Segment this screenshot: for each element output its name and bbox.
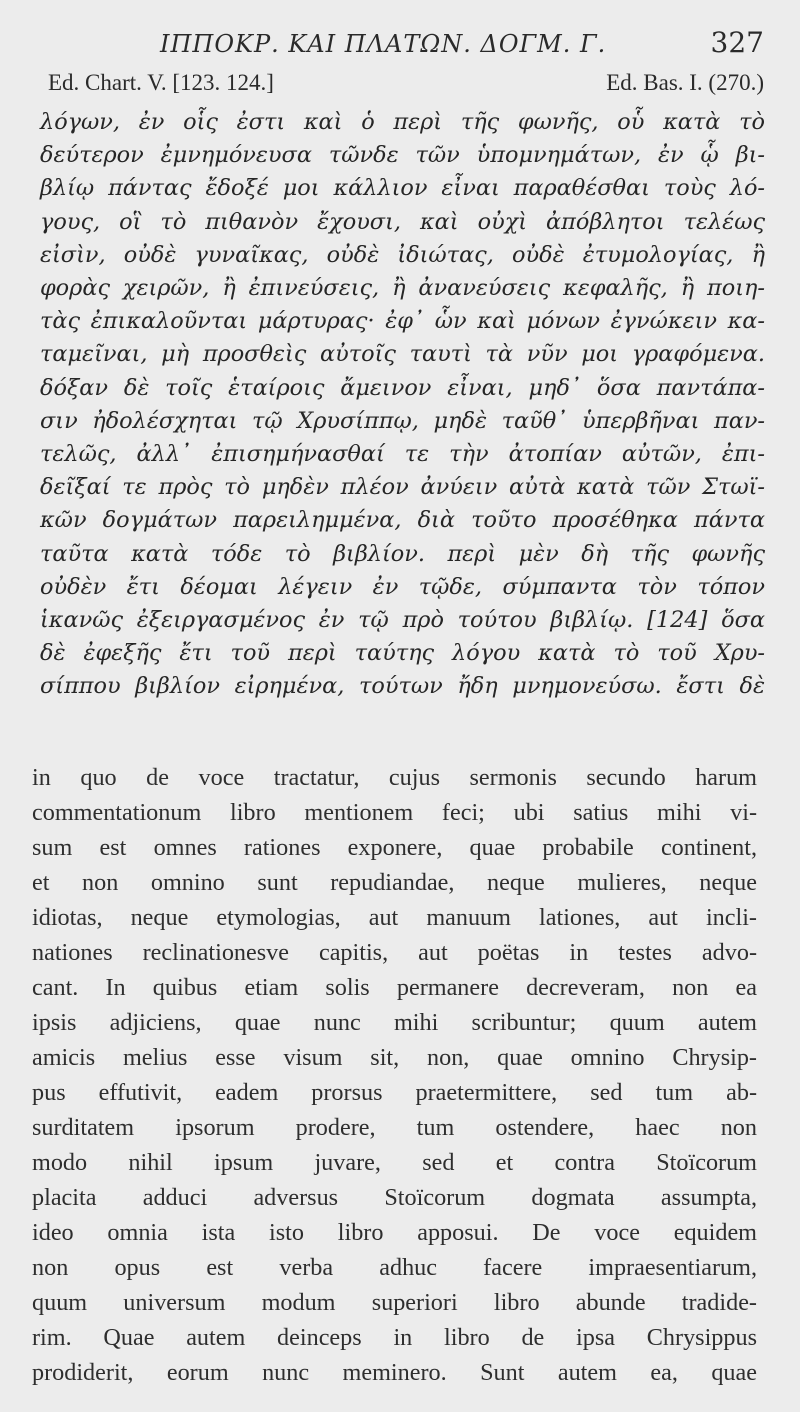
latin-line: ipsis adjiciens, quae nunc mihi scribuntur; quum autem <box>32 1009 757 1036</box>
latin-line: sum est omnes rationes exponere, quae probabile continent, <box>32 834 757 861</box>
edition-reference-line <box>48 70 764 104</box>
edition-basel-reference: Ed. Bas. I. (270.) <box>606 70 764 95</box>
greek-line: ἱκανῶς ἐξειργασμένος ἐν τῷ πρὸ τούτου βιβλίῳ. [124] ὅσα <box>40 607 765 634</box>
greek-line: βλίῳ πάντας ἔδοξέ μοι κάλλιον εἶναι παραθέσθαι τοὺς λό- <box>40 175 765 202</box>
greek-line: δὲ ἐφεξῆς ἔτι τοῦ περὶ ταύτης λόγου κατὰ τὸ τοῦ Χρυ- <box>40 640 765 667</box>
greek-line: τελῶς, ἀλλ᾽ ἐπισημήνασθαί τε τὴν ἀτοπίαν αὐτῶν, ἐπι- <box>40 441 765 468</box>
latin-line: rim. Quae autem deinceps in libro de ipsa Chrysippus <box>32 1324 757 1351</box>
greek-line: γους, οἳ τὸ πιθανὸν ἔχουσι, καὶ οὐχὶ ἀπόβλητοι τελέως <box>40 208 765 235</box>
page-number: 327 <box>710 26 764 59</box>
greek-line: δόξαν δὲ τοῖς ἑταίροις ἄμεινον εἶναι, μηδ᾽ ὅσα παντάπα- <box>40 374 765 401</box>
greek-line: τὰς ἐπικαλοῦνται μάρτυρας· ἐφ᾽ ὧν καὶ μόνων ἐγνώκειν κα- <box>40 308 765 335</box>
latin-line: modo nihil ipsum juvare, sed et contra Stoïcorum <box>32 1149 757 1176</box>
greek-line: κῶν δογμάτων παρειλημμένα, διὰ τοῦτο προσέθηκα πάντα <box>40 507 765 534</box>
greek-line: σίππου βιβλίον εἰρημένα, τούτων ἤδη μνημονεύσω. ἔστι δὲ <box>40 673 765 700</box>
latin-line: ideo omnia ista isto libro apposui. De voce equidem <box>32 1219 757 1246</box>
latin-line: in quo de voce tractatur, cujus sermonis secundo harum <box>32 764 757 791</box>
greek-line: λόγων, ἐν οἷς ἐστι καὶ ὁ περὶ τῆς φωνῆς, οὗ κατὰ τὸ <box>40 109 765 135</box>
latin-line: commentationum libro mentionem feci; ubi satius mihi vi- <box>32 799 757 826</box>
greek-line: ταῦτα κατὰ τόδε τὸ βιβλίον. περὶ μὲν δὴ τῆς φωνῆς <box>40 540 765 567</box>
latin-text-block <box>32 760 757 1390</box>
greek-line: δεῖξαί τε πρὸς τὸ μηδὲν πλέον ἀνύειν αὐτὰ κατὰ τῶν Στωϊ- <box>40 474 765 501</box>
latin-line: prodiderit, eorum nunc meminero. Sunt autem ea, quae <box>32 1359 757 1386</box>
greek-line: δεύτερον ἐμνημόνευσα τῶνδε τῶν ὑπομνημάτων, ἐν ᾧ βι- <box>40 142 765 169</box>
latin-line: idiotas, neque etymologias, aut manuum lationes, aut incli- <box>32 904 757 931</box>
latin-line: pus effutivit, eadem prorsus praetermittere, sed tum ab- <box>32 1079 757 1106</box>
greek-line: σιν ἠδολέσχηται τῷ Χρυσίππῳ, μηδὲ ταῦθ᾽ ὑπερβῆναι παν- <box>40 407 765 434</box>
latin-line: quum universum modum superiori libro abunde tradide- <box>32 1289 757 1316</box>
latin-line: cant. In quibus etiam solis permanere decreveram, non ea <box>32 974 757 1001</box>
greek-line: φορὰς χειρῶν, ἢ ἐπινεύσεις, ἢ ἀνανεύσεις κεφαλῆς, ἢ ποιη- <box>40 275 765 302</box>
latin-line: nationes reclinationesve capitis, aut poëtas in testes advo- <box>32 939 757 966</box>
latin-line: et non omnino sunt repudiandae, neque mulieres, neque <box>32 869 757 896</box>
edition-chartier-reference: Ed. Chart. V. [123. 124.] <box>48 70 274 95</box>
latin-line: non opus est verba adhuc facere impraesentiarum, <box>32 1254 757 1281</box>
latin-line: placita adduci adversus Stoïcorum dogmata assumpta, <box>32 1184 757 1211</box>
latin-line: surditatem ipsorum prodere, tum ostendere, haec non <box>32 1114 757 1141</box>
running-head <box>0 24 800 64</box>
latin-line: amicis melius esse visum sit, non, quae omnino Chrysip- <box>32 1044 757 1071</box>
running-title: ΙΠΠΟΚΡ. ΚΑΙ ΠΛΑΤΩΝ. ΔΟΓΜ. Γ. <box>160 30 607 58</box>
greek-line: οὐδὲν ἔτι δέομαι λέγειν ἐν τῷδε, σύμπαντα τὸν τόπον <box>40 573 765 600</box>
greek-text-block <box>40 106 765 704</box>
greek-line: ταμεῖναι, μὴ προσθεὶς αὐτοῖς ταυτὶ τὰ νῦν μοι γραφόμενα. <box>40 341 765 368</box>
greek-line: εἰσὶν, οὐδὲ γυναῖκας, οὐδὲ ἰδιώτας, οὐδὲ ἐτυμολογίας, ἢ <box>40 241 765 268</box>
